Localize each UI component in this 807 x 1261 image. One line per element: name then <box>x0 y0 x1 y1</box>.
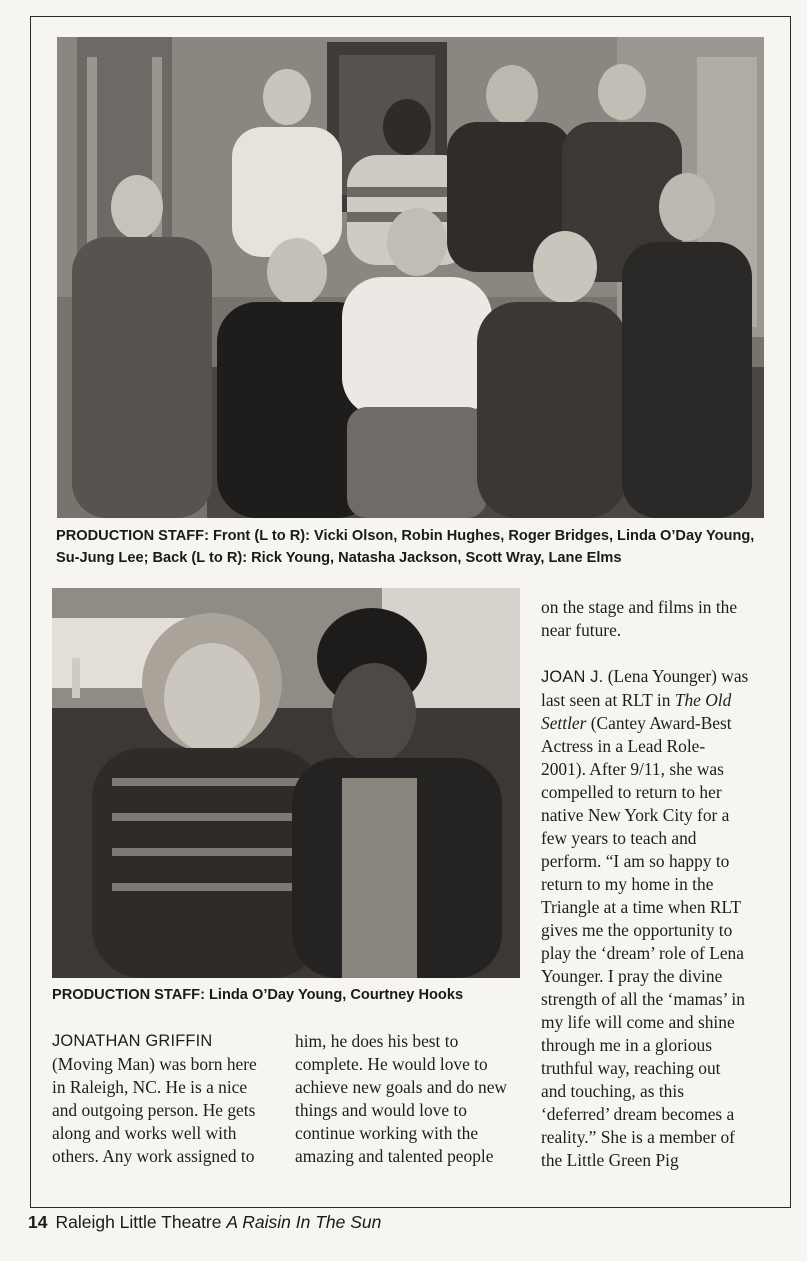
caption-text: Front (L to R): Vicki Olson, Robin Hughes, Roger Bridges, Linda O’Day Young, Su-Jung Lee; Back (L to R): Rick Young, Natasha Jackson, Scott Wray, Lane Elms <box>56 528 755 566</box>
text-line: and outgoing person. He gets <box>52 1100 256 1120</box>
text-line: reality.” She is a member of <box>541 1127 735 1147</box>
spacer <box>541 642 771 665</box>
bio-column-middle <box>295 1030 525 1168</box>
page-number: 14 <box>28 1212 48 1232</box>
text-line: Younger. I pray the divine <box>541 966 723 986</box>
text-line: things and would love to <box>295 1100 467 1120</box>
caption-lead: PRODUCTION STAFF: <box>52 987 205 1003</box>
text-line: others. Any work assigned to <box>52 1146 255 1166</box>
text-line: my life will come and shine <box>541 1012 735 1032</box>
text-line: compelled to return to her <box>541 782 722 802</box>
text-line: through me in a glorious <box>541 1035 712 1055</box>
text-fragment: last seen at RLT in <box>541 690 675 710</box>
text-line: few years to teach and <box>541 828 697 848</box>
text-line: (Moving Man) was born here <box>52 1054 257 1074</box>
bio-column-left <box>52 1030 287 1168</box>
text-line: strength of all the ‘mamas’ in <box>541 989 745 1009</box>
theatre-name: Raleigh Little Theatre <box>55 1212 227 1232</box>
two-person-photo <box>52 588 520 978</box>
bio-column-right <box>541 596 771 1172</box>
show-title: A Raisin In The Sun <box>226 1212 382 1232</box>
bio-name-joan: JOAN J. <box>541 668 604 686</box>
text-line: Triangle at a time when RLT <box>541 897 742 917</box>
text-line: along and works well with <box>52 1123 237 1143</box>
text-fragment: (Lena Younger) was <box>603 666 749 686</box>
bio-heading-line <box>541 665 771 689</box>
text-line: native New York City for a <box>541 805 730 825</box>
text-line: the Little Green Pig <box>541 1150 679 1170</box>
caption-text: Linda O’Day Young, Courtney Hooks <box>204 987 464 1003</box>
bottom-photo-caption <box>52 985 522 1005</box>
text-line: return to my home in the <box>541 874 714 894</box>
text-line: and touching, as this <box>541 1081 684 1101</box>
text-line: complete. He would love to <box>295 1054 488 1074</box>
text-line: 2001). After 9/11, she was <box>541 759 724 779</box>
text-line: gives me the opportunity to <box>541 920 733 940</box>
text-line: continue working with the <box>295 1123 479 1143</box>
text-fragment: (Cantey Award-Best <box>586 713 732 733</box>
text-line: near future. <box>541 620 622 640</box>
text-line: truthful way, reaching out <box>541 1058 721 1078</box>
text-line: play the ‘dream’ role of Lena <box>541 943 744 963</box>
page-footer <box>28 1212 381 1233</box>
caption-lead: PRODUCTION STAFF: <box>56 528 209 544</box>
text-line: him, he does his best to <box>295 1031 459 1051</box>
bio-name-jonathan: JONATHAN GRIFFIN <box>52 1032 213 1050</box>
text-line: perform. “I am so happy to <box>541 851 730 871</box>
production-staff-group-photo <box>57 37 764 518</box>
text-line <box>541 689 771 712</box>
text-line: Actress in a Lead Role- <box>541 736 706 756</box>
text-line: ‘deferred’ dream becomes a <box>541 1104 735 1124</box>
top-photo-caption <box>56 525 768 569</box>
play-title: Settler <box>541 713 587 733</box>
text-line <box>541 712 771 735</box>
play-title: The Old <box>674 690 732 710</box>
text-line: in Raleigh, NC. He is a nice <box>52 1077 248 1097</box>
text-line: amazing and talented people <box>295 1146 494 1166</box>
text-line: achieve new goals and do new <box>295 1077 507 1097</box>
text-line: on the stage and films in the <box>541 597 738 617</box>
